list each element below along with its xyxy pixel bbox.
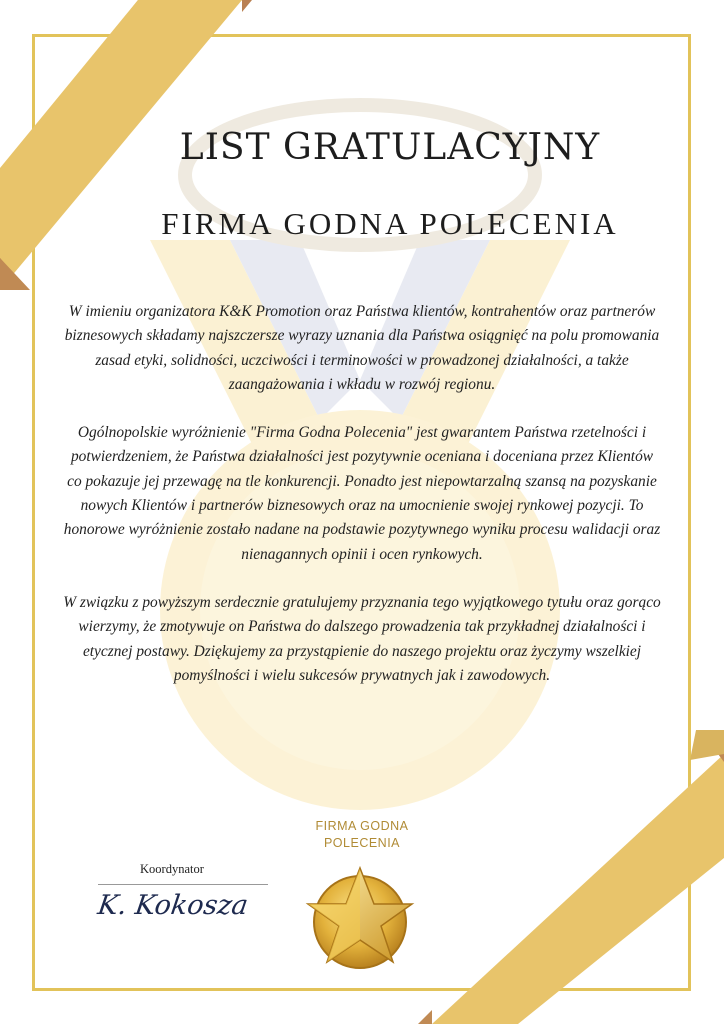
- badge-line-2: POLECENIA: [323, 836, 401, 850]
- paragraph-3: W związku z powyższym serdecznie gratulujemy przyznania tego wyjątkowego tytułu oraz gorąco wierzymy, że zmotywuje on Państwa do dalszego prowadzenia tak przykładnej działalności i etycznej postawy. Dziękujemy za przystąpienie do naszego projektu oraz życzymy wszelkiej pomyślności i wielu sukcesów prywatnych jak i zawodowych.: [63, 593, 661, 684]
- badge-caption: [262, 818, 462, 852]
- paragraph-2: Ogólnopolskie wyróżnienie "Firma Godna Polecenia" jest gwarantem Państwa rzetelności i potwierdzeniem, że Państwa działalności jest pozytywnie oceniana i doceniana przez Klientów co pokazuje jej przewagę na tle konkurencji. Ponadto jest niepowtarzalną szansą na pozyskanie nowych Klientów i partnerów biznesowych oraz na umocnienie swojej rynkowej pozycji. To honorowe wyróżnienie zostało nadane na podstawie pozytywnego wyniku procesu walidacji oraz nienagannych opinii i ocen rynkowych.: [63, 424, 661, 563]
- paragraph-1: W imieniu organizatora K&K Promotion oraz Państwa klientów, kontrahentów oraz partnerów biznesowych składamy najszczersze wyrazy uznania dla Państwa osiągnięć na polu promowania zasad etyki, solidności, uczciwości i terminowości w prowadzonej działalności, a także zaangażowania i wkładu w rozwój regionu.: [64, 303, 660, 393]
- badge-line-1: FIRMA GODNA: [315, 819, 409, 833]
- signature-line: [98, 884, 268, 885]
- gold-star-medal-icon: [300, 858, 420, 978]
- page-title: LIST GRATULACYJNY: [179, 127, 601, 168]
- coordinator-signature: K. Kokosza: [95, 890, 251, 921]
- coordinator-label: Koordynator: [140, 862, 204, 876]
- page-subtitle: FIRMA GODNA POLECENIA: [161, 206, 619, 241]
- letter-body: [62, 300, 662, 712]
